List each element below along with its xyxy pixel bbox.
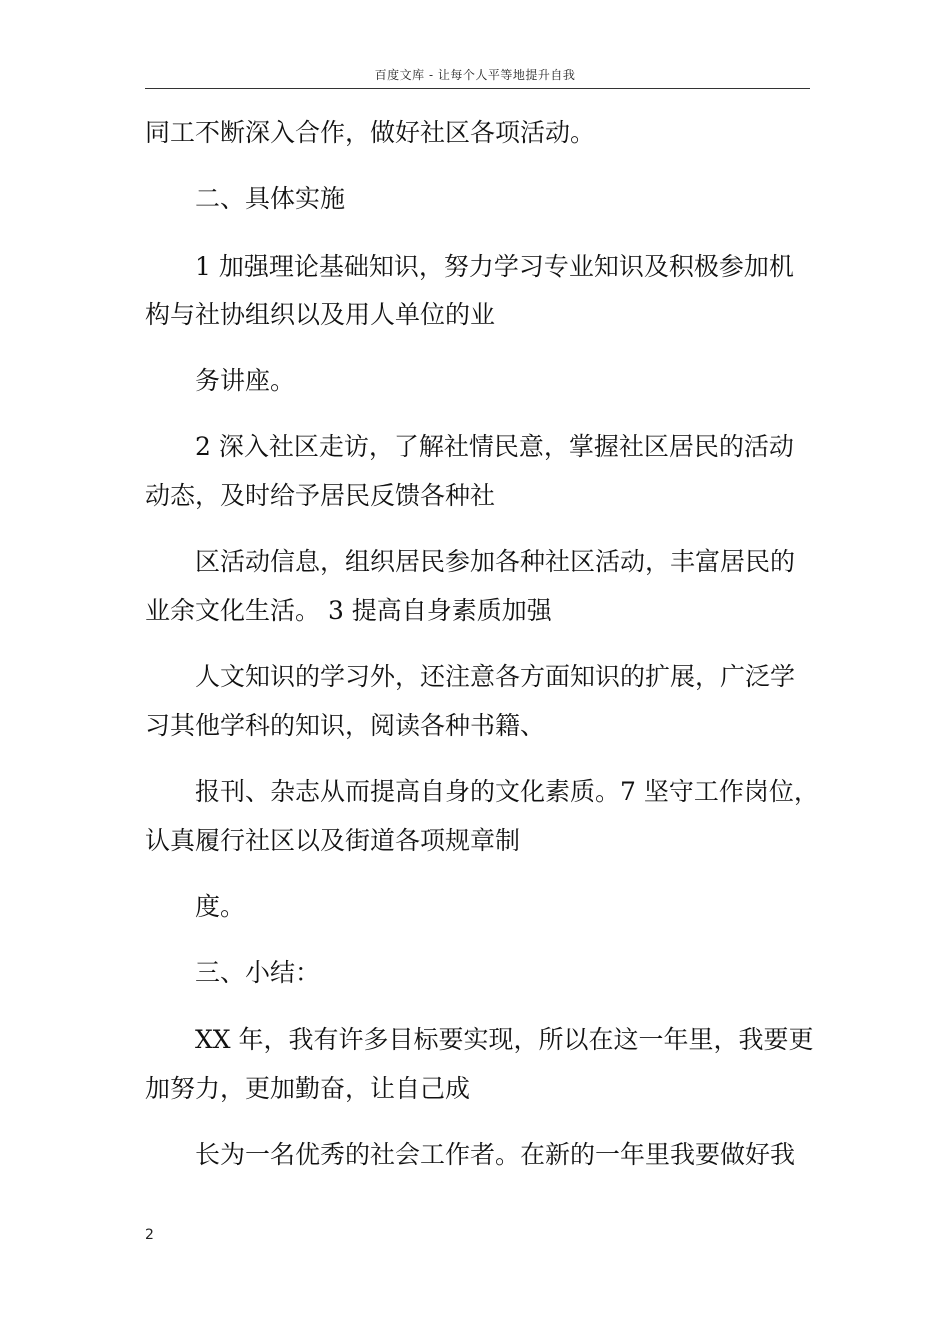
text-line: XX 年，我有许多目标要实现，所以在这一年里，我要更 — [195, 1025, 814, 1054]
text-line: 务讲座。 — [195, 366, 296, 395]
text-line: 区活动信息，组织居民参加各种社区活动，丰富居民的 — [195, 547, 796, 576]
text-line: 认真履行社区以及街道各项规章制 — [145, 826, 521, 855]
text-line: 报刊、杂志从而提高自身的文化素质。7 坚守工作岗位， — [195, 777, 819, 806]
section-heading: 二、具体实施 — [195, 184, 346, 213]
text-line: 构与社协组织以及用人单位的业 — [145, 300, 496, 329]
header-divider — [145, 88, 810, 89]
text-line: 同工不断深入合作，做好社区各项活动。 — [145, 118, 596, 147]
section-heading: 三、小结： — [195, 958, 321, 987]
text-line: 长为一名优秀的社会工作者。在新的一年里我要做好我 — [195, 1140, 796, 1169]
page-header: 百度文库 - 让每个人平等地提升自我 — [374, 68, 576, 82]
page-number: 2 — [145, 1227, 154, 1243]
text-line: 1 加强理论基础知识，努力学习专业知识及积极参加机 — [195, 252, 794, 281]
text-line: 加努力，更加勤奋，让自己成 — [145, 1074, 471, 1103]
text-line: 人文知识的学习外，还注意各方面知识的扩展，广泛学 — [195, 662, 796, 691]
text-line: 度。 — [195, 892, 246, 921]
text-line: 2 深入社区走访，了解社情民意，掌握社区居民的活动 — [195, 432, 794, 461]
text-line: 业余文化生活。 3 提高自身素质加强 — [145, 596, 552, 625]
text-line: 习其他学科的知识，阅读各种书籍、 — [145, 711, 546, 740]
text-line: 动态，及时给予居民反馈各种社 — [145, 481, 496, 510]
